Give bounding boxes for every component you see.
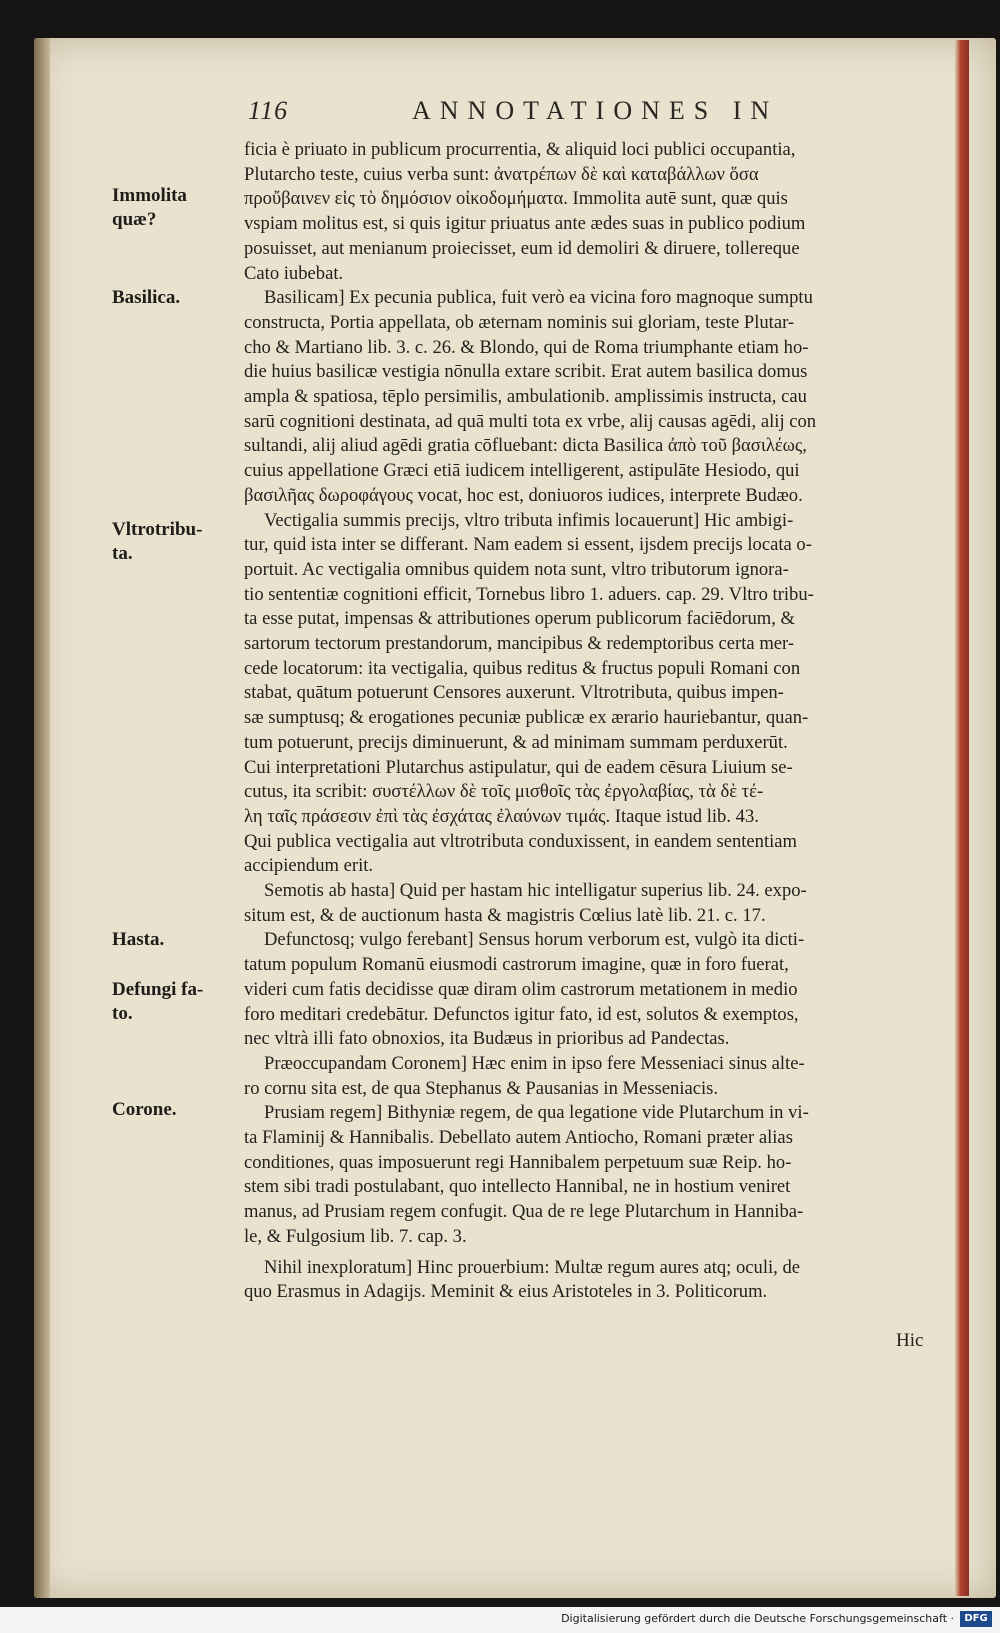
text-line: Semotis ab hasta] Quid per hastam hic intelligatur superius lib. 24. expo-: [264, 880, 807, 901]
text-line: ta esse putat, impensas & attributiones operum publicorum faciēdorum, &: [244, 608, 795, 630]
text-line: ampla & spatiosa, tēplo persimilis, ambulationib. amplissimis instructa, cau: [244, 386, 807, 407]
text-line: λη ταῖς πράσεσιν ἐπὶ τὰς ἐσχάτας ἐλαύνων τιμάς. Itaque istud lib. 43.: [244, 805, 759, 827]
text-line: Cato iubebat.: [244, 262, 344, 284]
text-line: manus, ad Prusiam regem confugit. Qua de re lege Plutarchum in Hanniba-: [244, 1201, 804, 1223]
page-number: 116: [248, 96, 289, 125]
text-line: vspiam molitus est, si quis igitur priuatus ante ædes suas in publico podium: [244, 213, 806, 235]
text-line: foro meditari credebātur. Defunctos igitur fato, id est, solutos & exemptos,: [244, 1003, 799, 1025]
margin-note: Basilica.: [112, 287, 181, 308]
text-line: Vectigalia summis precijs, vltro tributa infimis locauerunt] Hic ambigi-: [264, 509, 794, 531]
text-line: tio sententiæ cognitioni efficit, Tornebus libro 1. aduers. cap. 29. Vltro tribu-: [244, 583, 814, 605]
text-line: stabat, quātum potuerunt Censores auxerunt. Vltrotributa, quibus impen-: [244, 682, 784, 704]
text-line: sartorum tectorum prestandorum, mancipibus & redemptoribus certa mer-: [244, 633, 795, 654]
text-line: quo Erasmus in Adagijs. Meminit & eius Aristoteles in 3. Politicorum.: [244, 1281, 768, 1303]
text-line: tatum populum Romanū eiusmodi castrorum imagine, quæ in foro fuerat,: [244, 954, 789, 976]
text-line: posuisset, aut menianum proiecisset, eum id demoliri & diruere, tollereque: [244, 237, 800, 259]
text-line: conditiones, quas imposuerunt regi Hannibalem perpetuum suæ Reip. ho-: [244, 1151, 792, 1173]
text-line: ro cornu sita est, de qua Stephanus & Pausanias in Messeniacis.: [244, 1077, 719, 1099]
text-line: Præoccupandam Coronem] Hæc enim in ipso fere Messeniaci sinus alte-: [264, 1052, 805, 1074]
dfg-logo: DFG: [960, 1611, 992, 1627]
text-line: die huius basilicæ vestigia nōnulla extare scribit. Erat autem basilica domus: [244, 361, 808, 383]
text-line: Plutarcho teste, cuius verba sunt: ἀνατρέπων δὲ καὶ καταβάλλων ὅσα: [244, 163, 759, 185]
text-line: tum potuerunt, precijs diminuerunt, & ad minimam summam perduxerūt.: [244, 731, 788, 753]
text-line: sarū cognitioni destinata, ad quā multi tota ex vrbe, alij causas agēdi, alij con: [244, 410, 817, 432]
text-line: constructa, Portia appellata, ob æternam nominis sui gloriam, teste Plutar-: [244, 311, 795, 333]
text-line: Cui interpretationi Plutarchus astipulatur, qui de eadem cēsura Liuium se-: [244, 756, 793, 778]
text-line: ficia è priuato in publicum procurrentia, & aliquid loci publici occupantia,: [244, 139, 796, 160]
margin-note: Defungi fa- to.: [112, 979, 204, 1024]
margin-note: Corone.: [112, 1099, 177, 1120]
text-line: cede locatorum: ita vectigalia, quibus reditus & fructus populi Romani con: [244, 657, 801, 679]
text-line: Qui publica vectigalia aut vltrotributa conduxissent, in eandem sententiam: [244, 830, 798, 852]
text-line: portuit. Ac vectigalia omnibus quidem nota sunt, vltro tributorum ignora-: [244, 558, 789, 580]
text-line: nec vltrà illi fato obnoxios, ita Budæus in prioribus ad Pandectas.: [244, 1028, 730, 1050]
margin-note: Immolita quæ?: [112, 185, 187, 230]
text-line: Basilicam] Ex pecunia publica, fuit verò ea vicina foro magnoque sumptu: [264, 287, 813, 309]
digitization-footer: [0, 1607, 1000, 1633]
text-line: Nihil inexploratum] Hinc prouerbium: Multæ regum aures atq; oculi, de: [264, 1256, 801, 1278]
text-line: le, & Fulgosium lib. 7. cap. 3.: [244, 1225, 467, 1247]
text-line: stem sibi tradi postulabant, quo intellecto Hannibal, ne in hostium veniret: [244, 1176, 791, 1198]
margin-note: Hasta.: [112, 929, 165, 950]
text-line: προὔβαινεν εἰς τὸ δημόσιον οἰκοδομήματα. Immolita autē sunt, quæ quis: [244, 188, 788, 210]
text-line: videri cum fatis decidisse quæ diram olim castrorum metationem in medio: [244, 978, 798, 1000]
text-line: sæ sumptusq; & erogationes pecuniæ publicæ ex ærario hauriebantur, quan-: [244, 707, 809, 729]
page-header: [248, 96, 948, 132]
text-line: βασιλῆας δωροφάγους vocat, hoc est, doniuoros iudices, interprete Budæo.: [244, 484, 803, 506]
margin-note: Vltrotribu- ta.: [112, 519, 203, 564]
text-line: Defunctosq; vulgo ferebant] Sensus horum verborum est, vulgò ita dicti-: [264, 929, 805, 951]
text-line: accipiendum erit.: [244, 855, 374, 877]
text-line: tur, quid ista inter se differant. Nam eadem si essent, ijsdem precijs locata o-: [244, 534, 812, 556]
text-line: cho & Martiano lib. 3. c. 26. & Blondo, qui de Roma triumphante etiam ho-: [244, 336, 809, 358]
text-line: sultandi, alij aliud agēdi gratia cōfluebant: dicta Basilica ἀπὸ τοῦ βασιλέως,: [244, 435, 807, 457]
text-line: situm est, & de auctionum hasta & magistris Cœlius latè lib. 21. c. 17.: [244, 904, 766, 926]
footer-credit: Digitalisierung gefördert durch die Deutsche Forschungsgemeinschaft ·: [561, 1612, 954, 1625]
text-line: ta Flaminij & Hannibalis. Debellato autem Antiocho, Romani præter alias: [244, 1127, 793, 1148]
page-gutter-shadow: [34, 38, 50, 1598]
catchword: Hic: [896, 1330, 924, 1351]
text-line: cutus, ita scribit: συστέλλων δὲ τοῖς μισθοῖς τὰς ἐργολαβίας, τὰ δὲ τέ-: [244, 781, 764, 803]
running-head: ANNOTATIONES IN: [412, 96, 779, 125]
text-line: Prusiam regem] Bithyniæ regem, de qua legatione vide Plutarchum in vi-: [264, 1102, 809, 1124]
text-line: cuius appellatione Græci etiā iudicem intelligerent, astipulāte Hesiodo, qui: [244, 460, 800, 482]
